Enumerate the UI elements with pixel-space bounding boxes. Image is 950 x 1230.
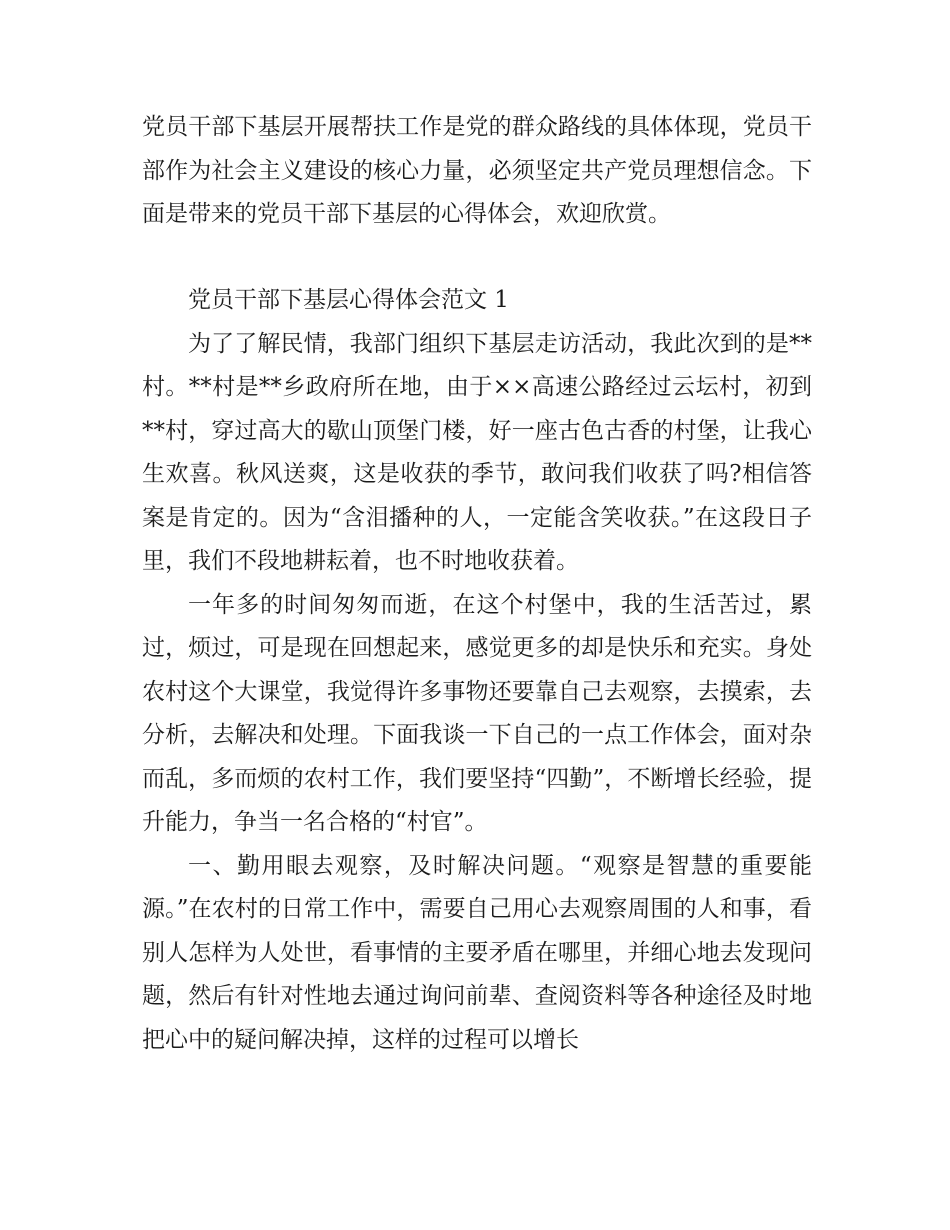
- article-heading: 党员干部下基层心得体会范文 1: [188, 287, 509, 313]
- intro-text: 党员干部下基层开展帮扶工作是党的群众路线的具体体现，党员干部作为社会主义建设的核心力量，必须坚定共产党员理想信念。下面是带来的党员干部下基层的心得体会，欢迎欣赏。: [142, 114, 812, 227]
- article-paragraph-3: 一、勤用眼去观察，及时解决问题。“观察是智慧的重要能源。”在农村的日常工作中，需要自己用心去观察周围的人和事，看别人怎样为人处世，看事情的主要矛盾在哪里，并细心地去发现问题，然后有针对性地去通过询问前辈、查阅资料等各种途径及时地把心中的疑问解决掉，这样的过程可以增长: [142, 852, 812, 1053]
- article-body: [142, 279, 812, 1062]
- article-paragraph-1: 为了了解民情，我部门组织下基层走访活动，我此次到的是**村。**村是**乡政府所在地，由于××高速公路经过云坛村，初到**村，穿过高大的歇山顶堡门楼，好一座古色古香的村堡，让我心生欢喜。秋风送爽，这是收获的季节，敢问我们收获了吗?相信答案是肯定的。因为“含泪播种的人，一定能含笑收获。”在这段日子里，我们不段地耕耘着，也不时地收获着。: [142, 330, 812, 574]
- intro-paragraph: [142, 106, 812, 237]
- article-paragraph-2: 一年多的时间匆匆而逝，在这个村堡中，我的生活苦过，累过，烦过，可是现在回想起来，感觉更多的却是快乐和充实。身处农村这个大课堂，我觉得许多事物还要靠自己去观察，去摸索，去分析，去解决和处理。下面我谈一下自己的一点工作体会，面对杂而乱，多而烦的农村工作，我们要坚持“四勤”，不断增长经验，提升能力，争当一名合格的“村官”。: [142, 591, 812, 835]
